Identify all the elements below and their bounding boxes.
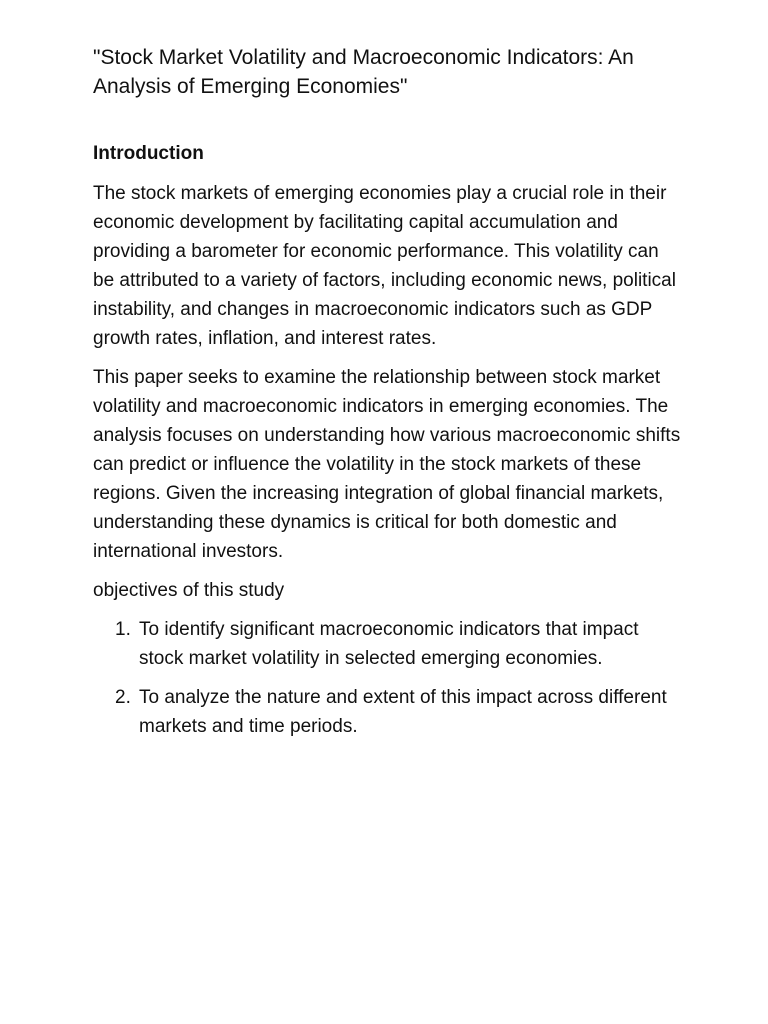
objectives-list [93, 615, 683, 741]
document-page [93, 43, 683, 751]
list-item-text: To identify significant macroeconomic indicators that impact stock market volatility in selected emerging economies. [139, 619, 639, 669]
section-heading-introduction: Introduction [93, 143, 204, 164]
list-item-text: To analyze the nature and extent of this impact across different markets and time periods. [139, 687, 667, 737]
paragraph-intro-2: This paper seeks to examine the relationship between stock market volatility and macroeconomic indicators in emerging economies. The analysis focuses on understanding how various macroeconomic shifts can predict or influence the volatility in the stock markets of these regions. Given the increasing integration of global financial markets, understanding these dynamics is critical for both domestic and international investors. [93, 367, 681, 562]
objectives-label: objectives of this study [93, 580, 285, 601]
paragraph-intro-1: The stock markets of emerging economies play a crucial role in their economic development by facilitating capital accumulation and providing a barometer for economic performance. This volatility can be attributed to a variety of factors, including economic news, political instability, and changes in macroeconomic indicators such as GDP growth rates, inflation, and interest rates. [93, 183, 676, 349]
list-item [93, 683, 683, 741]
list-item [93, 615, 683, 673]
list-item-number: 2. [115, 687, 131, 708]
document-title: "Stock Market Volatility and Macroeconomic Indicators: An Analysis of Emerging Economies" [93, 46, 634, 98]
list-item-number: 1. [115, 619, 131, 640]
